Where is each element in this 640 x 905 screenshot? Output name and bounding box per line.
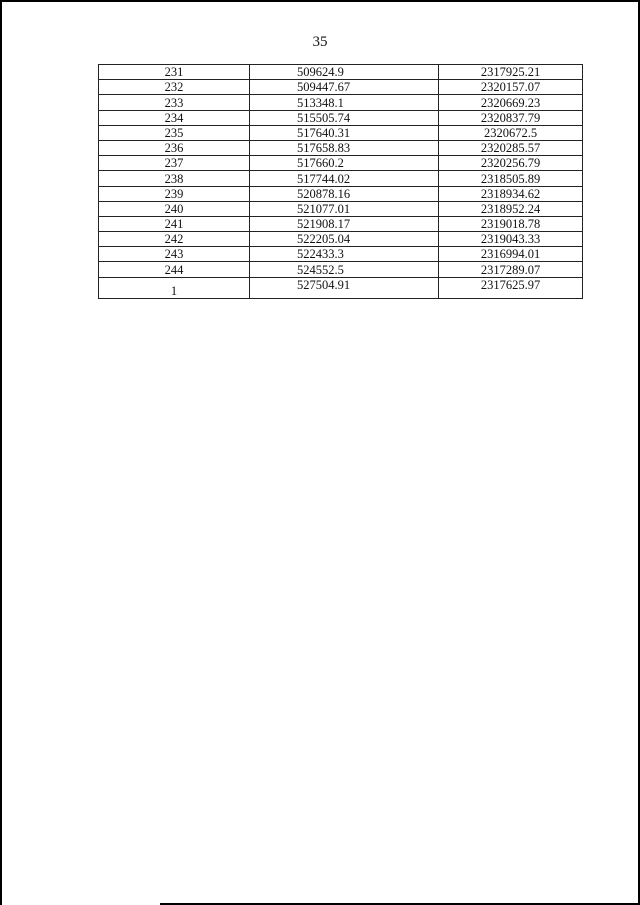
table-row — [99, 201, 583, 216]
point-number-cell: 238 — [99, 171, 250, 186]
table-row — [99, 247, 583, 262]
table-row — [99, 110, 583, 125]
table-row — [99, 232, 583, 247]
page-border-left — [0, 0, 2, 905]
y-coordinate-cell: 2318934.62 — [439, 186, 583, 201]
table-row — [99, 95, 583, 110]
y-coordinate-cell: 2317925.21 — [439, 65, 583, 80]
table-row — [99, 186, 583, 201]
x-coordinate-cell: 509624.9 — [250, 65, 439, 80]
x-coordinate-cell: 513348.1 — [250, 95, 439, 110]
table-row — [99, 277, 583, 298]
point-number-cell: 232 — [99, 80, 250, 95]
x-coordinate-cell: 527504.91 — [250, 277, 439, 298]
x-coordinate-cell: 521908.17 — [250, 216, 439, 231]
point-number-cell: 234 — [99, 110, 250, 125]
x-coordinate-cell: 515505.74 — [250, 110, 439, 125]
y-coordinate-cell: 2316994.01 — [439, 247, 583, 262]
page-border-top — [0, 0, 640, 2]
y-coordinate-cell: 2317289.07 — [439, 262, 583, 277]
y-coordinate-cell: 2320669.23 — [439, 95, 583, 110]
point-number-cell: 244 — [99, 262, 250, 277]
point-number-cell: 235 — [99, 125, 250, 140]
table-row — [99, 216, 583, 231]
y-coordinate-cell: 2318952.24 — [439, 201, 583, 216]
y-coordinate-cell: 2320285.57 — [439, 140, 583, 155]
coordinates-table — [98, 64, 583, 299]
point-number-cell: 233 — [99, 95, 250, 110]
x-coordinate-cell: 522433.3 — [250, 247, 439, 262]
y-coordinate-cell: 2318505.89 — [439, 171, 583, 186]
page-number: 35 — [312, 34, 328, 50]
x-coordinate-cell: 509447.67 — [250, 80, 439, 95]
x-coordinate-cell: 520878.16 — [250, 186, 439, 201]
table-row — [99, 171, 583, 186]
x-coordinate-cell: 517744.02 — [250, 171, 439, 186]
point-number-cell: 243 — [99, 247, 250, 262]
table-row — [99, 65, 583, 80]
y-coordinate-cell: 2320672.5 — [439, 125, 583, 140]
x-coordinate-cell: 524552.5 — [250, 262, 439, 277]
point-number-cell: 242 — [99, 232, 250, 247]
x-coordinate-cell: 522205.04 — [250, 232, 439, 247]
y-coordinate-cell: 2319018.78 — [439, 216, 583, 231]
table-row — [99, 262, 583, 277]
y-coordinate-cell: 2320256.79 — [439, 156, 583, 171]
point-number-cell: 231 — [99, 65, 250, 80]
y-coordinate-cell: 2319043.33 — [439, 232, 583, 247]
point-number-cell: 240 — [99, 201, 250, 216]
point-number-cell: 237 — [99, 156, 250, 171]
point-number-cell: 239 — [99, 186, 250, 201]
y-coordinate-cell: 2320837.79 — [439, 110, 583, 125]
point-number-cell: 1 — [99, 277, 250, 298]
coordinates-table-body — [99, 65, 583, 299]
y-coordinate-cell: 2317625.97 — [439, 277, 583, 298]
table-row — [99, 140, 583, 155]
x-coordinate-cell: 521077.01 — [250, 201, 439, 216]
y-coordinate-cell: 2320157.07 — [439, 80, 583, 95]
x-coordinate-cell: 517660.2 — [250, 156, 439, 171]
x-coordinate-cell: 517658.83 — [250, 140, 439, 155]
point-number-cell: 241 — [99, 216, 250, 231]
table-row — [99, 80, 583, 95]
table-row — [99, 156, 583, 171]
x-coordinate-cell: 517640.31 — [250, 125, 439, 140]
point-number-cell: 236 — [99, 140, 250, 155]
table-row — [99, 125, 583, 140]
